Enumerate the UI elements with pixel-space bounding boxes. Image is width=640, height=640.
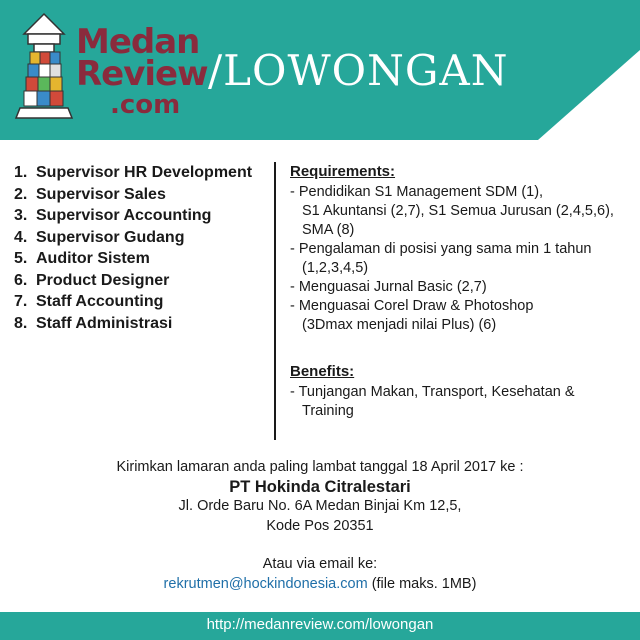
job-position-label: Staff Accounting (36, 293, 164, 310)
email-intro: Atau via email ke: (262, 556, 378, 572)
job-position-label: Supervisor Accounting (36, 207, 212, 224)
logo-text-medan: Medan (76, 22, 200, 62)
requirements-heading: Requirements: (290, 163, 396, 180)
job-position-label: Supervisor HR Development (36, 164, 253, 181)
job-position-label: Auditor Sistem (36, 250, 150, 267)
benefits-section (290, 362, 630, 421)
job-position-number: 4. (14, 228, 28, 246)
header-banner (0, 0, 640, 140)
job-position-label: Staff Administrasi (36, 314, 173, 332)
vertical-divider (274, 162, 276, 440)
requirement-line: - Menguasai Jurnal Basic (2,7) (290, 279, 487, 295)
job-position-item (14, 205, 269, 227)
email-link[interactable]: rekrutmen@hockindonesia.com (163, 575, 368, 592)
job-positions-list (14, 162, 269, 334)
job-position-number: 2. (14, 185, 28, 203)
application-info (0, 458, 640, 594)
job-position-item (14, 162, 269, 184)
job-position-label: Product Designer (36, 271, 170, 289)
job-position-label: Supervisor Sales (36, 185, 166, 203)
benefits-heading: Benefits: (290, 363, 355, 380)
page-title: /LOWONGAN (208, 46, 509, 95)
job-position-label: Supervisor Gudang (36, 228, 185, 246)
job-position-item (14, 270, 269, 292)
job-position-item (14, 248, 269, 270)
company-name: PT Hokinda Citralestari (229, 477, 411, 496)
job-position-number: 6. (14, 271, 28, 289)
address-line-2: Kode Pos 20351 (266, 517, 374, 534)
requirement-line: - Pendidikan S1 Management SDM (1), (290, 184, 544, 200)
job-position-number: 5. (14, 250, 28, 267)
requirements-lines (290, 183, 630, 335)
logo-text-com: .com (110, 90, 181, 120)
job-position-item (14, 291, 269, 313)
spacer (0, 536, 640, 555)
job-position-number: 7. (14, 293, 28, 310)
deadline-text: Kirimkan lamaran anda paling lambat tanggal 18 April 2017 ke : (116, 459, 524, 475)
footer-url-link[interactable]: http://medanreview.com/lowongan (206, 616, 434, 633)
email-note: (file maks. 1MB) (367, 575, 477, 592)
requirement-line: - Pengalaman di posisi yang sama min 1 tahun (290, 241, 592, 257)
requirement-line: (1,2,3,4,5) (302, 260, 369, 276)
requirement-line: - Menguasai Corel Draw & Photoshop (290, 298, 534, 314)
job-position-number: 3. (14, 207, 28, 224)
medanreview-logo[interactable] (14, 10, 208, 122)
job-position-number: 1. (14, 164, 28, 181)
job-position-item (14, 313, 269, 335)
job-position-item (14, 184, 269, 206)
benefits-line: - Tunjangan Makan, Transport, Kesehatan & (290, 384, 575, 400)
benefits-line: Training (302, 403, 354, 419)
requirement-line: (3Dmax menjadi nilai Plus) (6) (302, 317, 497, 333)
requirement-line: SMA (8) (302, 222, 355, 238)
requirements-section (290, 162, 630, 335)
email-row (0, 575, 640, 595)
address-line-1: Jl. Orde Baru No. 6A Medan Binjai Km 12,5, (178, 498, 462, 514)
logo-text-review: Review (76, 54, 208, 94)
job-position-number: 8. (14, 314, 28, 332)
job-position-item (14, 227, 269, 249)
requirement-line: S1 Akuntansi (2,7), S1 Semua Jurusan (2,4,5,6), (302, 203, 614, 219)
tower-icon (14, 12, 74, 120)
